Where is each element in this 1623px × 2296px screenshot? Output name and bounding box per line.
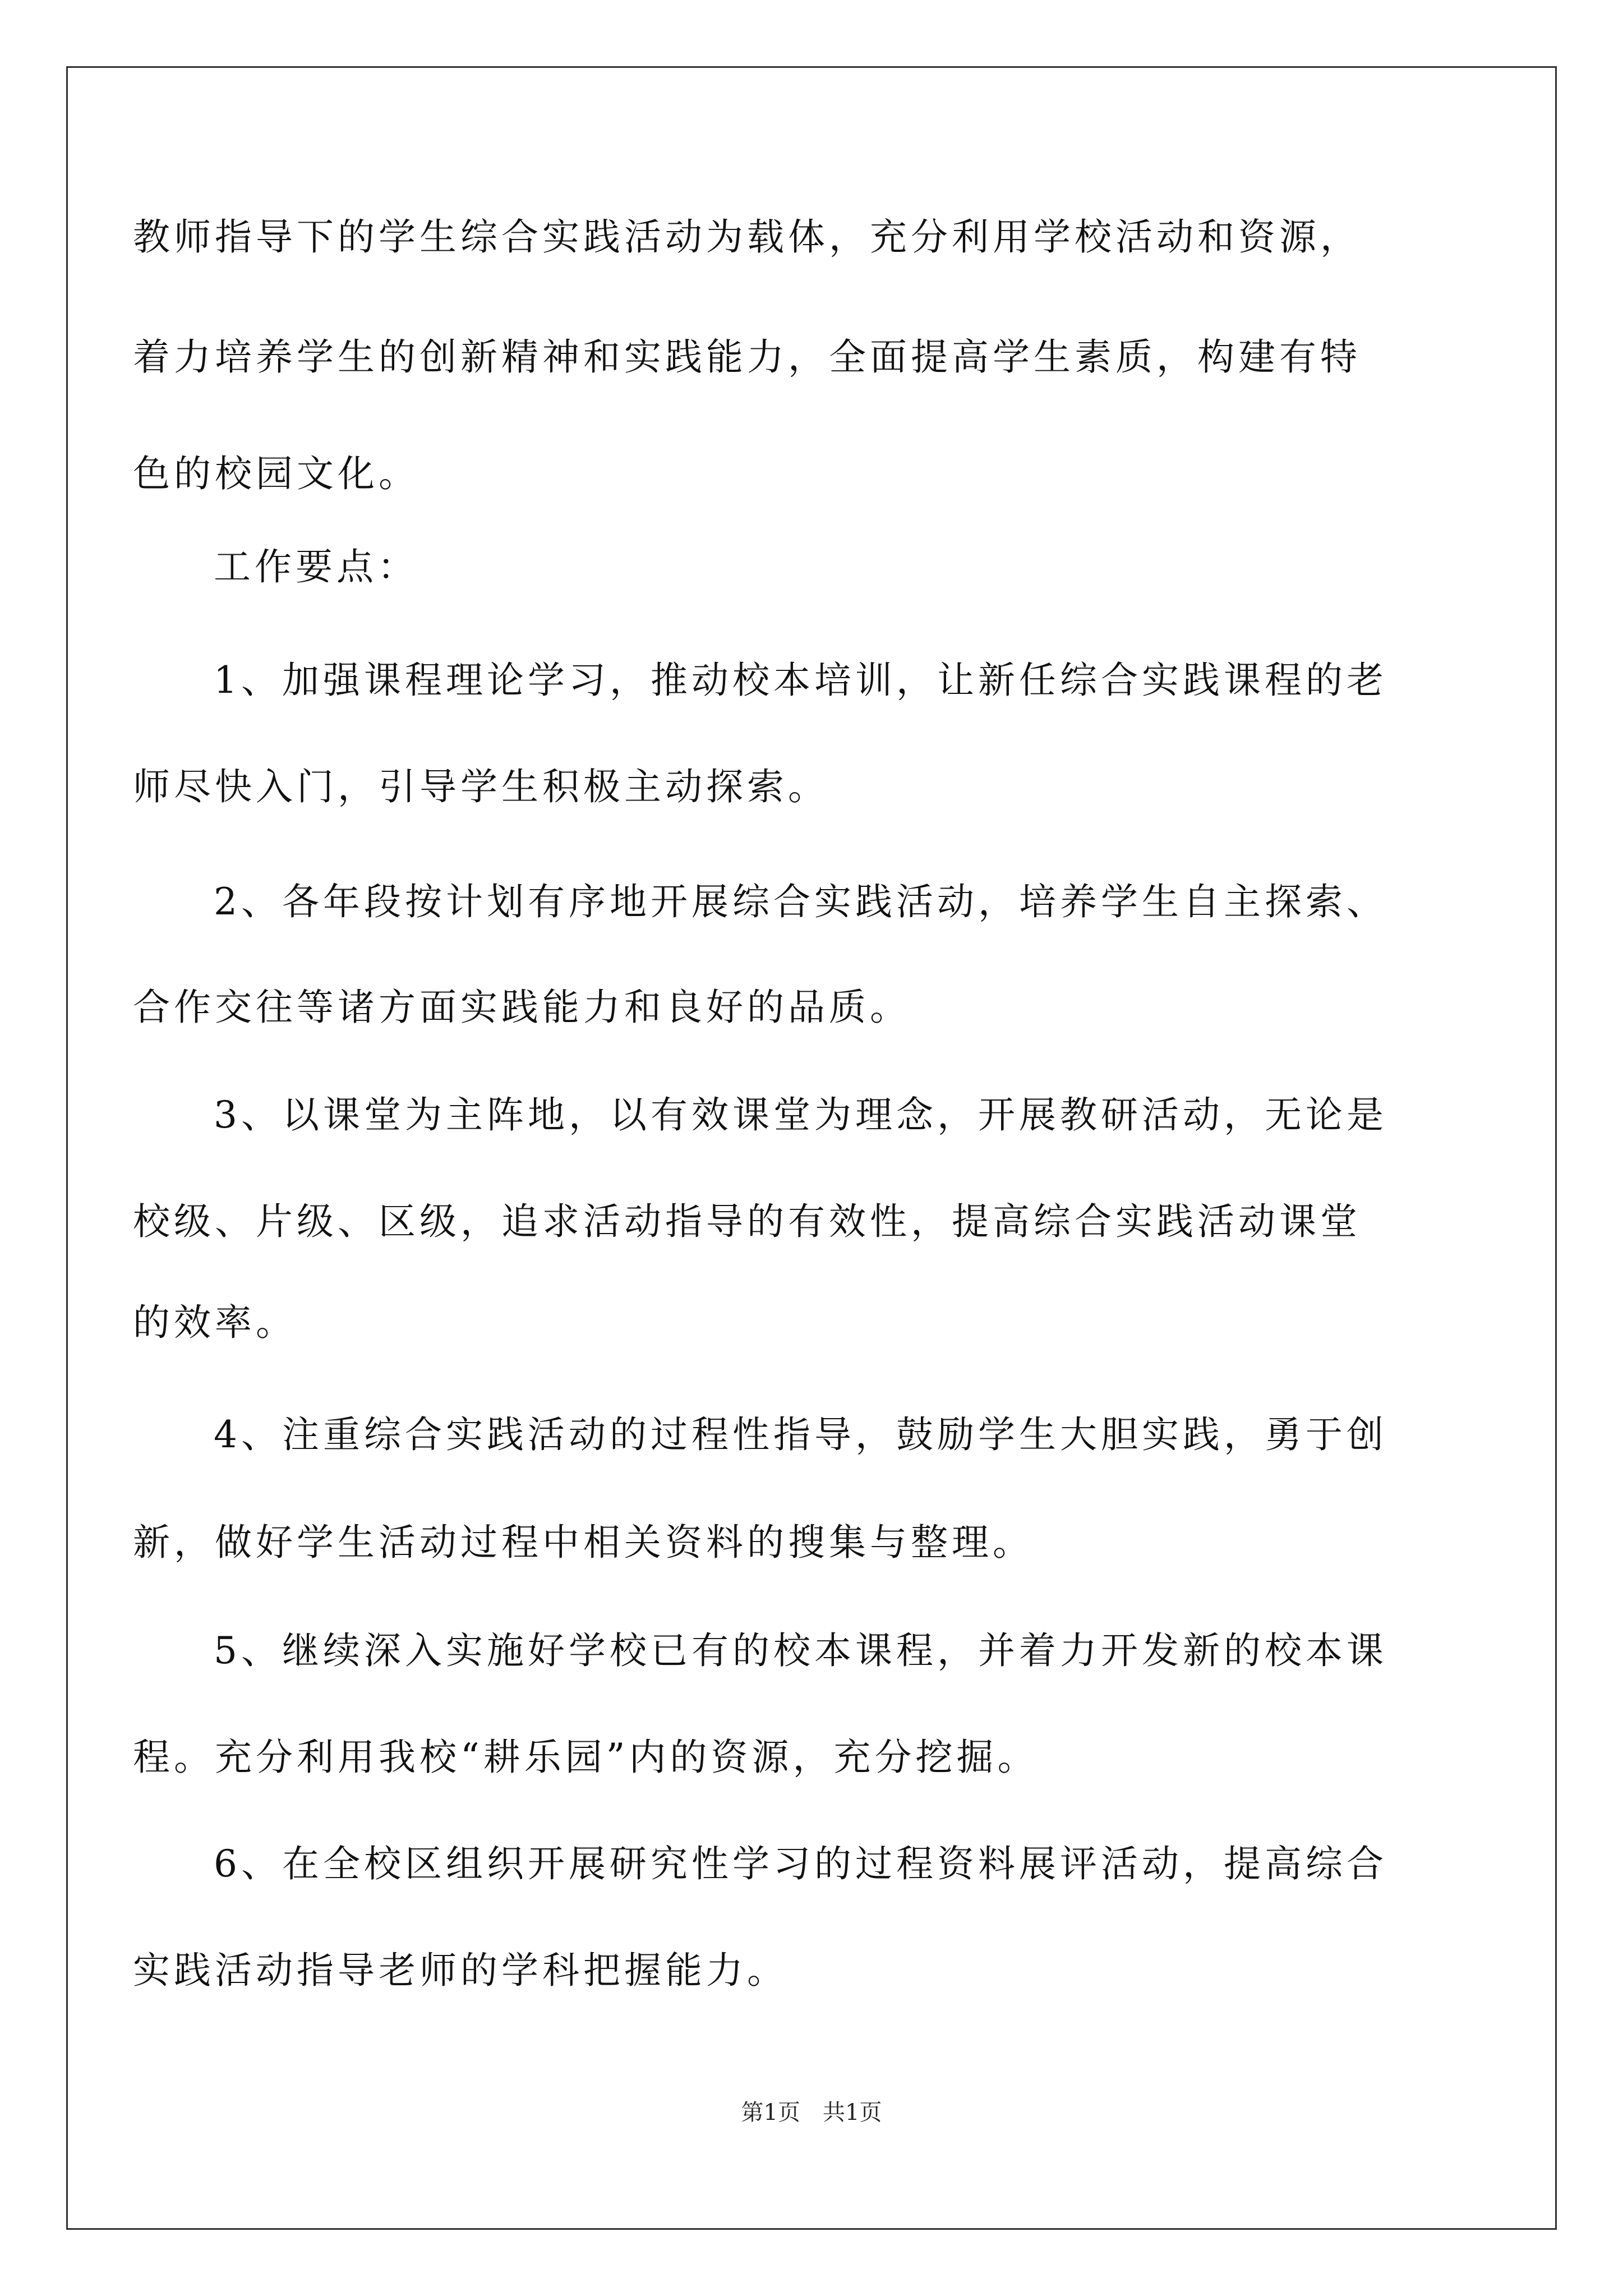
text-line: 实践活动指导老师的学科把握能力。 (133, 1949, 788, 1992)
page-frame (66, 66, 1557, 2230)
text-line: 合作交往等诸方面实践能力和良好的品质。 (133, 986, 911, 1029)
text-line: 1、加强课程理论学习，推动校本培训，让新任综合实践课程的老 (214, 659, 1387, 702)
text-line: 师尽快入门，引导学生积极主动探索。 (133, 765, 829, 808)
section-heading: 工作要点： (214, 545, 418, 588)
text-line: 5、继续深入实施好学校已有的校本课程，并着力开发新的校本课 (214, 1629, 1387, 1672)
text-line: 3、以课堂为主阵地，以有效课堂为理念，开展教研活动，无论是 (214, 1093, 1387, 1137)
text-line: 校级、片级、区级，追求活动指导的有效性，提高综合实践活动课堂 (133, 1200, 1361, 1243)
text-line: 程。充分利用我校“耕乐园”内的资源，充分挖掘。 (133, 1736, 1039, 1779)
text-line: 6、在全校区组织开展研究性学习的过程资料展评活动，提高综合 (214, 1842, 1387, 1885)
page-footer: 第1页 共1页 (741, 2100, 882, 2125)
text-line: 教师指导下的学生综合实践活动为载体，充分利用学校活动和资源， (133, 215, 1361, 259)
text-line: 着力培养学生的创新精神和实践能力，全面提高学生素质，构建有特 (133, 335, 1361, 379)
text-line: 4、注重综合实践活动的过程性指导，鼓励学生大胆实践，勇于创 (214, 1413, 1387, 1456)
text-line: 的效率。 (133, 1301, 297, 1344)
text-line: 色的校园文化。 (133, 452, 419, 495)
text-line: 2、各年段按计划有序地开展综合实践活动，培养学生自主探索、 (214, 880, 1387, 923)
text-line: 新，做好学生活动过程中相关资料的搜集与整理。 (133, 1521, 1034, 1564)
